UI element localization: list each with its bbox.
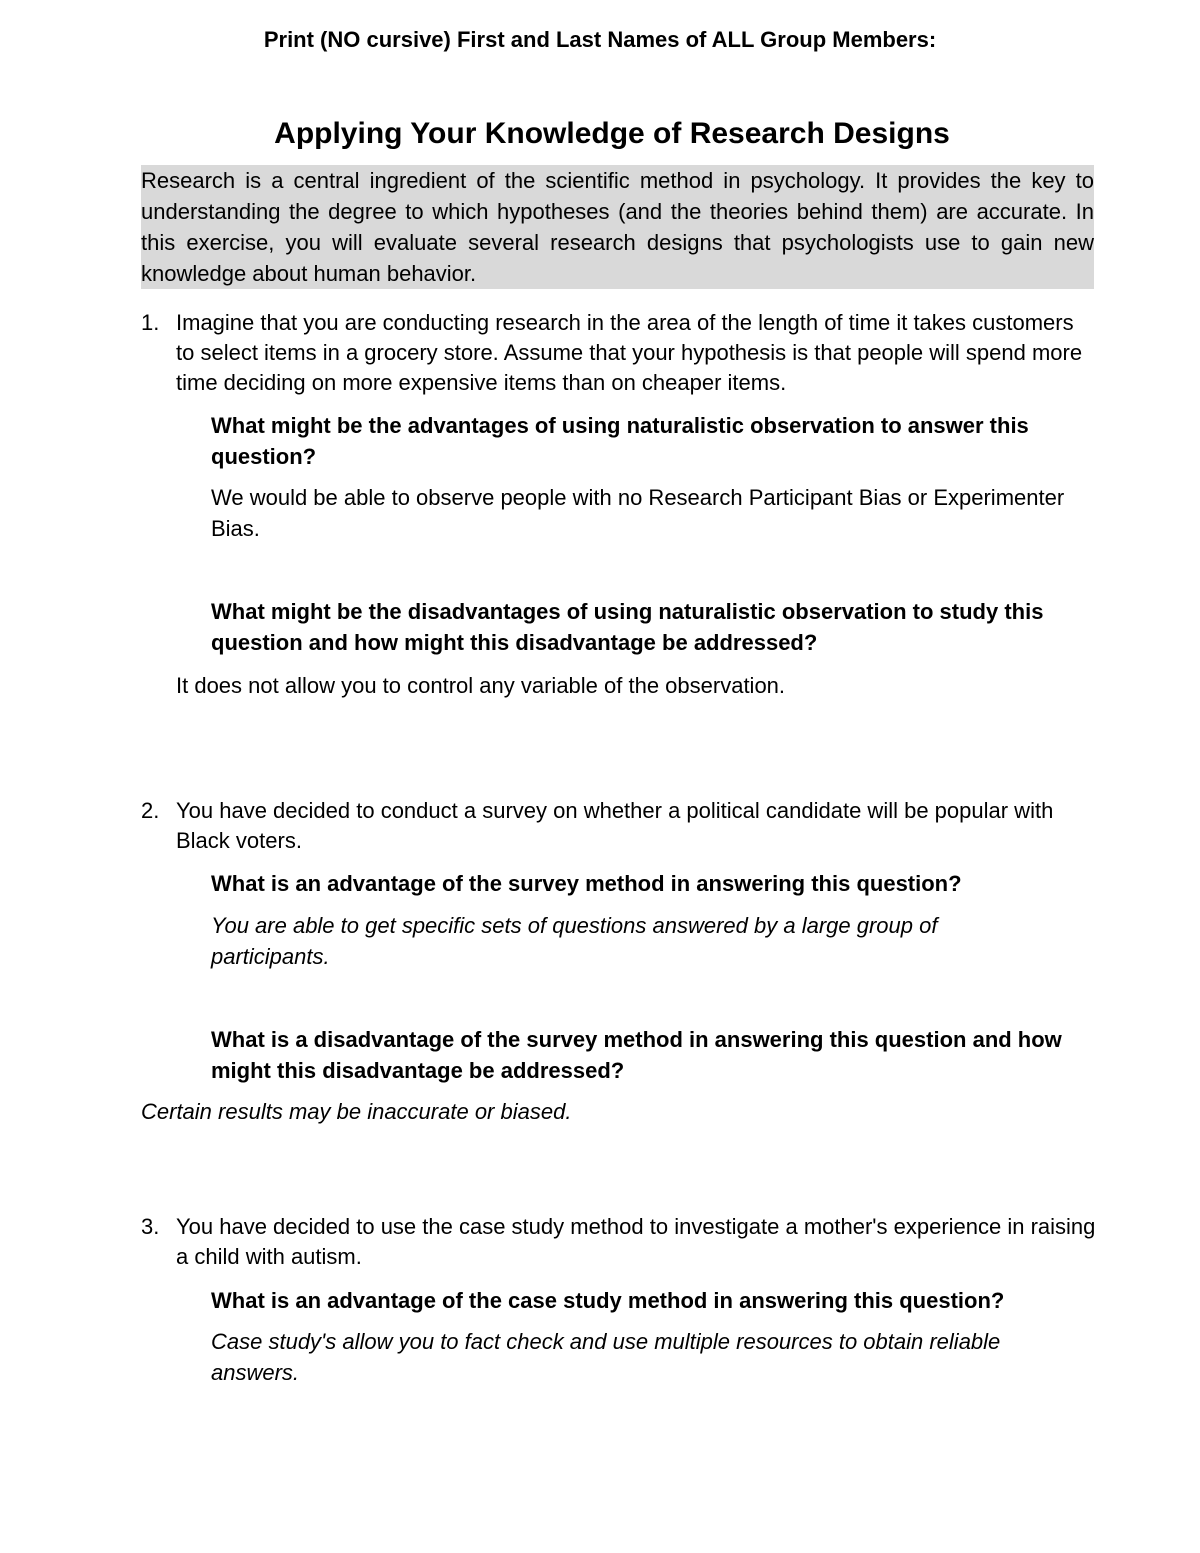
question-3-text: You have decided to use the case study method to investigate a mother's experience in raising a child with autism.	[176, 1214, 1096, 1269]
question-3-advantage-answer: Case study's allow you to fact check and use multiple resources to obtain reliable answers.	[211, 1329, 1001, 1385]
question-2-advantage-prompt: What is an advantage of the survey method in answering this question?	[211, 871, 962, 896]
question-2-advantage-answer: You are able to get specific sets of questions answered by a large group of participants.	[211, 913, 938, 969]
question-1-number: 1.	[141, 310, 160, 335]
intro-paragraph: Research is a central ingredient of the scientific method in psychology. It provides the key to understanding the degree to which hypotheses (and the theories behind them) are accurate. In this exercise, you will evaluate several research designs that psychologists use to gain new knowledge about human behavior.	[141, 165, 1094, 289]
question-1-advantage-prompt: What might be the advantages of using naturalistic observation to answer this question?	[211, 413, 1029, 469]
question-2-disadvantage-prompt: What is a disadvantage of the survey method in answering this question and how might this disadvantage be addressed?	[211, 1027, 1062, 1083]
question-3	[141, 1212, 1101, 1272]
question-1	[141, 308, 1101, 398]
question-2-text: You have decided to conduct a survey on whether a political candidate will be popular with Black voters.	[176, 798, 1054, 853]
question-2	[141, 796, 1101, 856]
question-3-number: 3.	[141, 1214, 160, 1239]
question-3-advantage-prompt: What is an advantage of the case study method in answering this question?	[211, 1288, 1005, 1313]
question-2-disadvantage-answer: Certain results may be inaccurate or biased.	[141, 1099, 572, 1124]
question-1-text: Imagine that you are conducting research in the area of the length of time it takes customers to select items in a grocery store. Assume that your hypothesis is that people will spend more time deciding on more expensive items than on cheaper items.	[176, 310, 1083, 395]
document-title: Applying Your Knowledge of Research Designs	[274, 117, 950, 150]
group-names-prompt: Print (NO cursive) First and Last Names of ALL Group Members:	[263, 27, 937, 52]
question-1-advantage-answer: We would be able to observe people with no Research Participant Bias or Experimenter Bias.	[211, 485, 1065, 541]
question-1-disadvantage-prompt: What might be the disadvantages of using naturalistic observation to study this question and how might this disadvantage be addressed?	[211, 599, 1044, 655]
question-2-number: 2.	[141, 798, 160, 823]
question-1-disadvantage-answer: It does not allow you to control any variable of the observation.	[176, 673, 786, 698]
